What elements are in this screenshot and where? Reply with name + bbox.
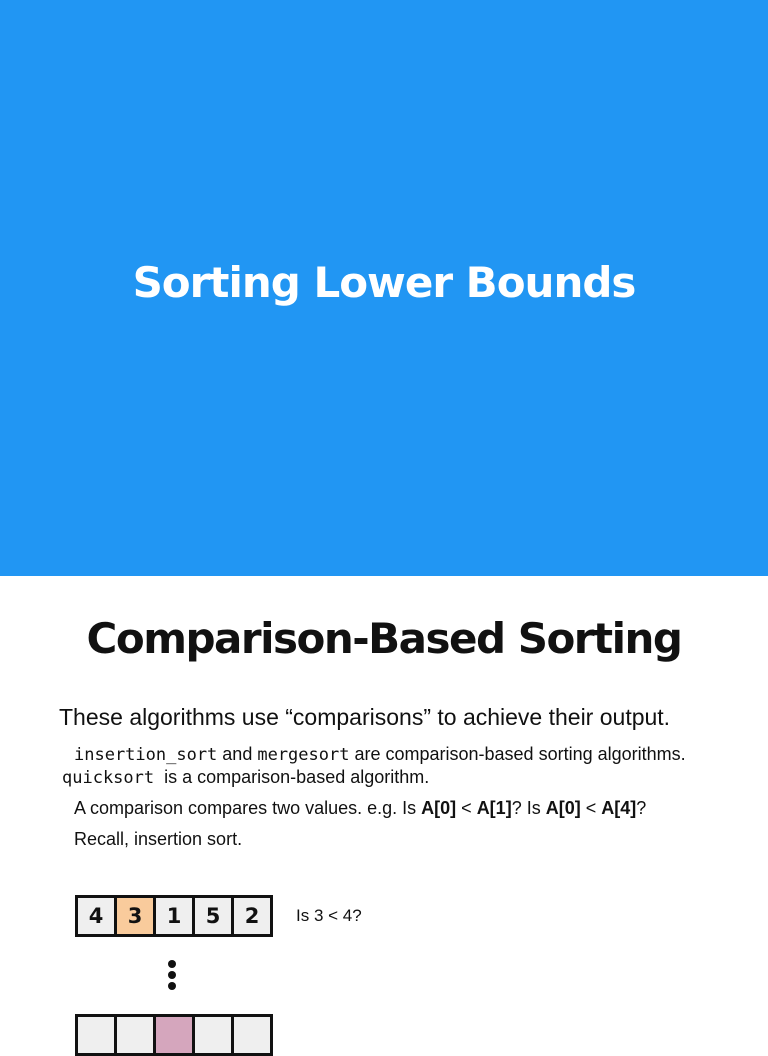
text: A comparison compares two values. e.g. Is: [74, 798, 422, 818]
bullet-line-4: Recall, insertion sort.: [74, 829, 243, 849]
array-cell: 5: [195, 898, 234, 934]
array-cell: [78, 1017, 117, 1053]
array-cell: 1: [156, 898, 195, 934]
text: ? Is: [511, 798, 546, 818]
code-quicksort: quicksort: [62, 768, 155, 788]
array-cell-highlighted: [156, 1017, 195, 1053]
comparison-question: Is 3 < 4?: [296, 906, 362, 925]
bullet-line-3: [74, 798, 646, 819]
array-cell: [195, 1017, 234, 1053]
array-cell: 2: [234, 898, 270, 934]
text: ?: [636, 798, 647, 818]
text: are comparison-based sorting algorithms.: [349, 744, 686, 764]
content-slide-heading: Comparison-Based Sorting: [86, 614, 682, 663]
bullet-line-2: [62, 767, 429, 788]
code-insertion-sort: insertion_sort: [74, 745, 218, 765]
vertical-ellipsis-icon: [168, 960, 176, 993]
text-bold: A[1]: [476, 798, 512, 818]
text: is a comparison-based algorithm.: [154, 767, 430, 787]
text: <: [456, 798, 477, 818]
title-slide-heading: Sorting Lower Bounds: [132, 258, 636, 307]
code-mergesort: mergesort: [257, 745, 350, 765]
array-row-2: [75, 1014, 273, 1056]
lead-sentence: These algorithms use “comparisons” to achieve their output.: [59, 704, 671, 730]
content-slide: [0, 576, 768, 1024]
text: <: [580, 798, 602, 818]
text-bold: A[0]: [545, 798, 581, 818]
text: and: [217, 744, 258, 764]
text-bold: A[0]: [421, 798, 457, 818]
array-cell: 4: [78, 898, 117, 934]
array-row-1: [75, 895, 273, 937]
array-cell: [117, 1017, 156, 1053]
array-cell: [234, 1017, 270, 1053]
array-cell-highlighted: 3: [117, 898, 156, 934]
bullet-line-1: [74, 744, 686, 765]
text-bold: A[4]: [601, 798, 637, 818]
